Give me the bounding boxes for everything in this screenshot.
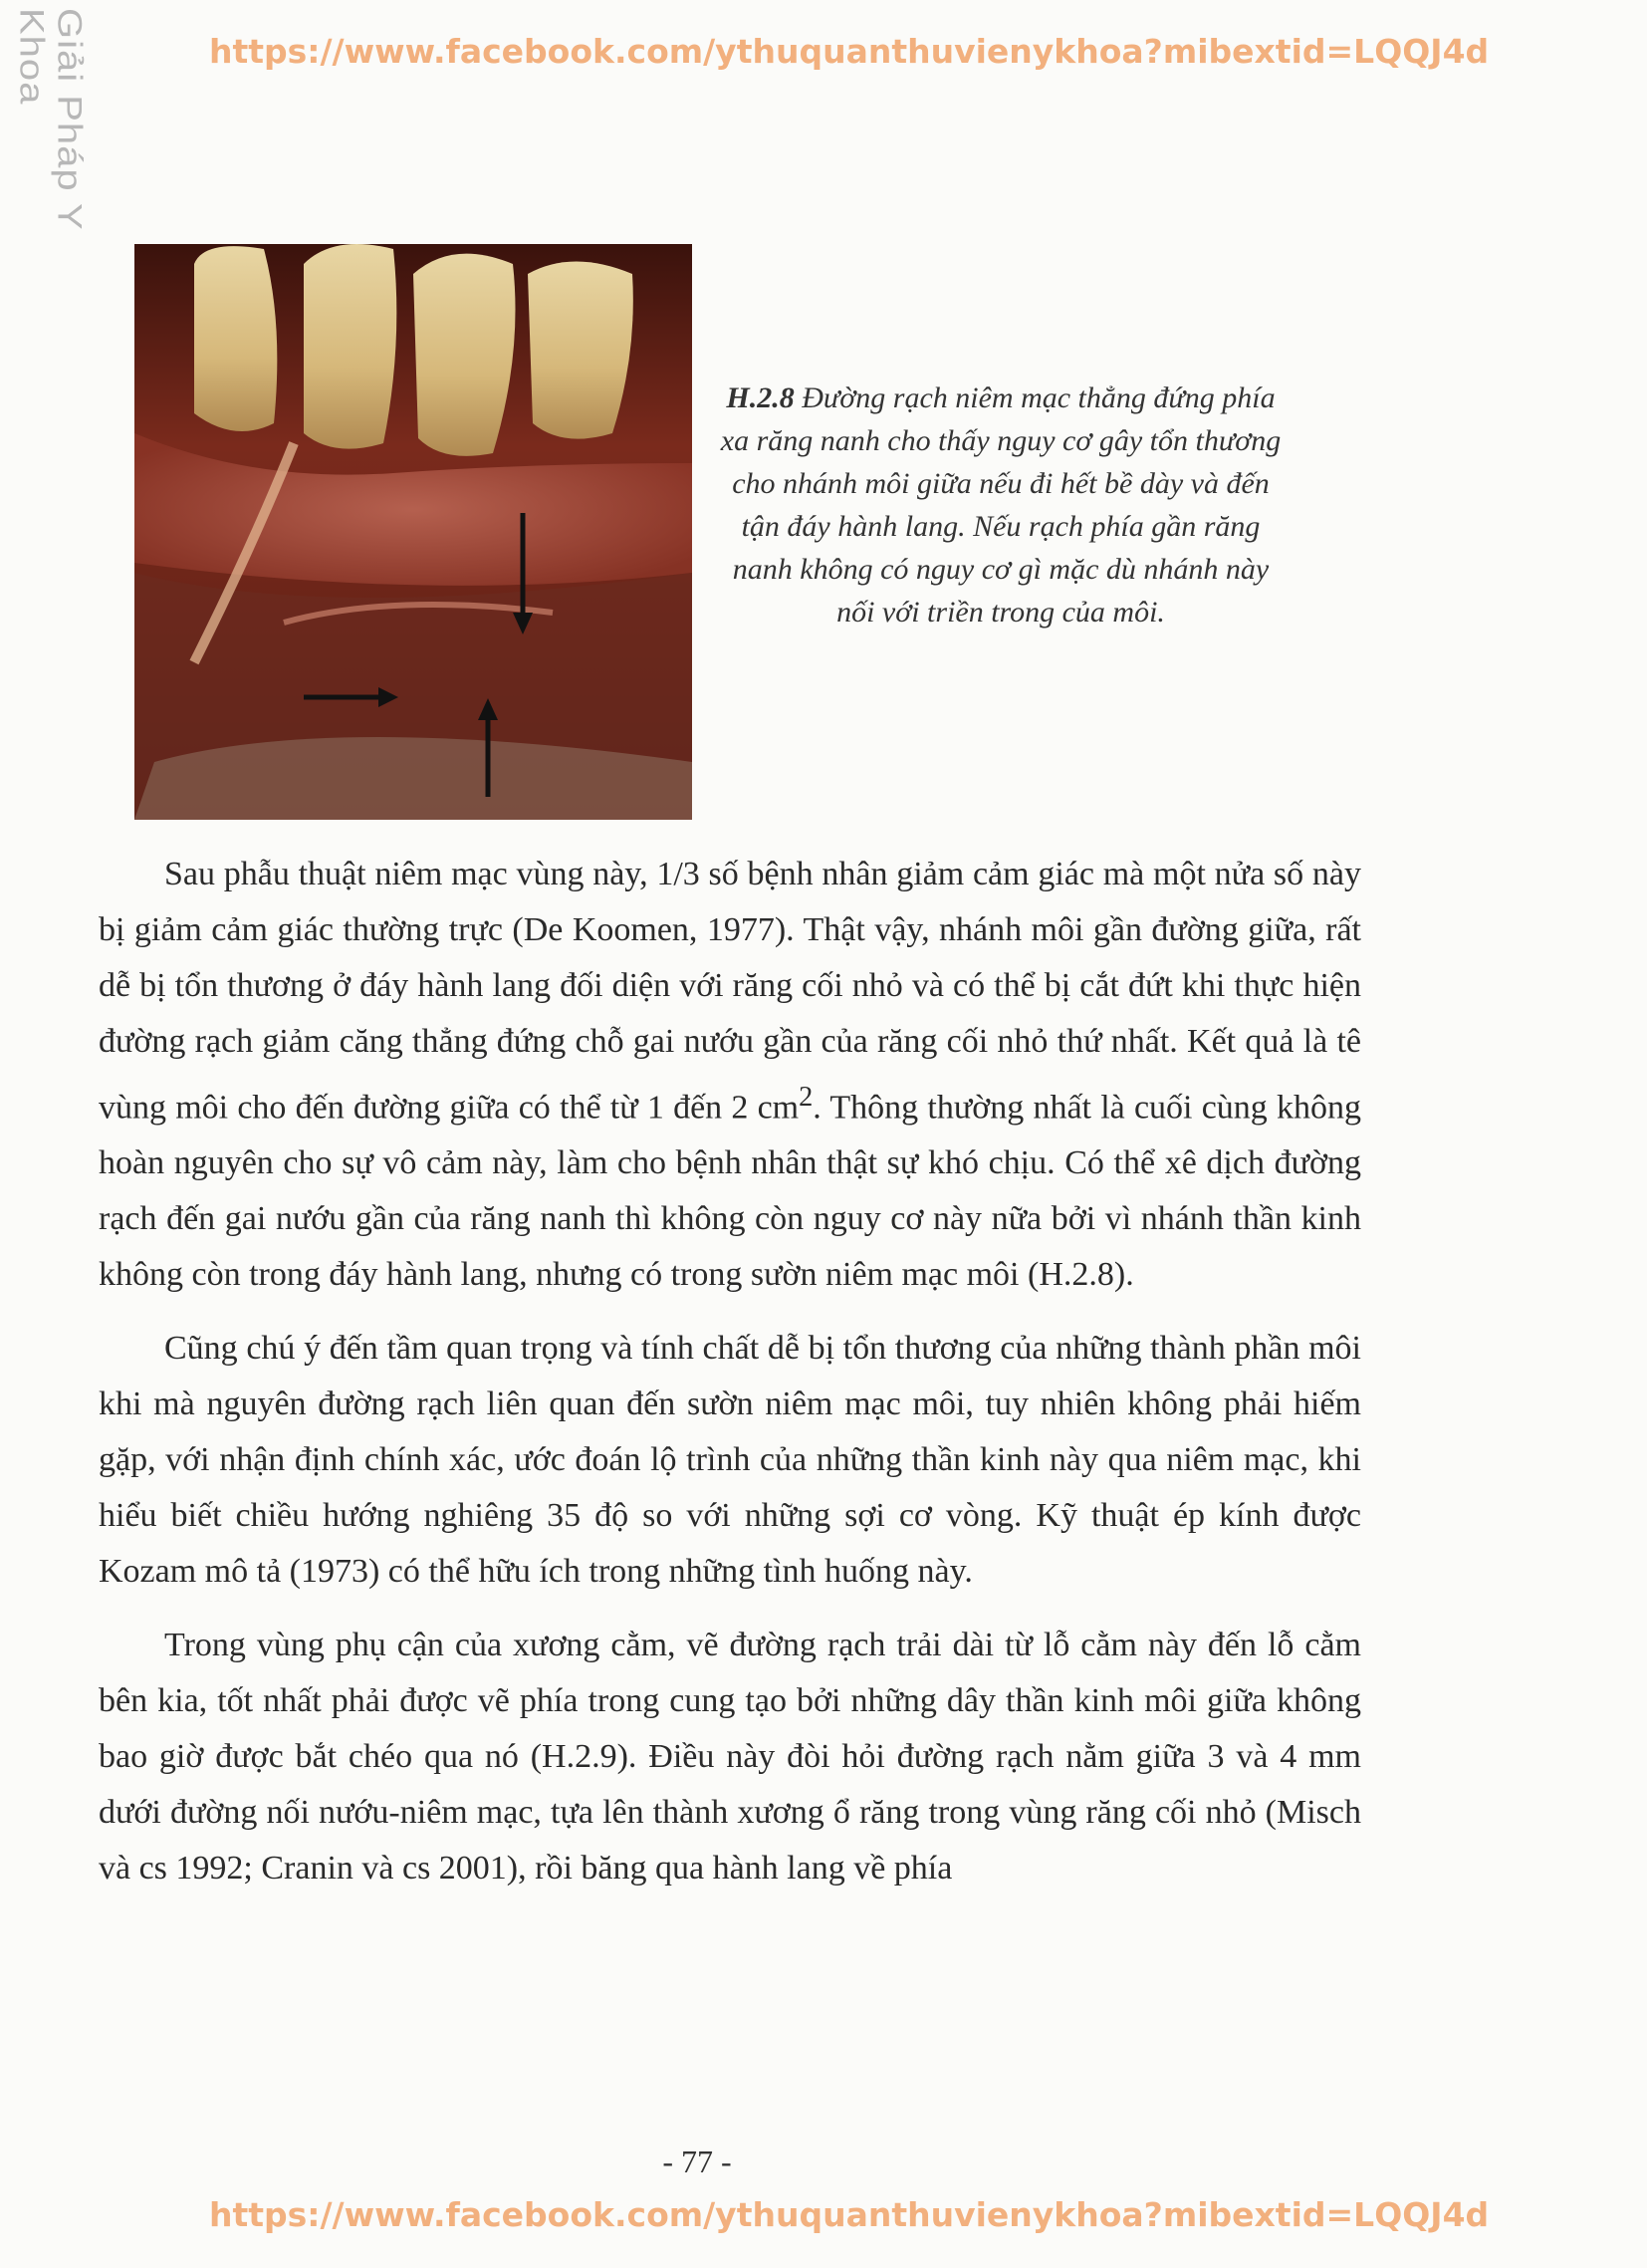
side-watermark-text: Giải Pháp Y Khoa (12, 8, 89, 231)
paragraph-2: Cũng chú ý đến tầm quan trọng và tính chất dễ bị tổn thương của những thành phần môi khi mà nguyên đường rạch liên quan đến sườn niêm mạc môi, tuy nhiên không phải hiếm gặp, với nhận định chính xác, ước đoán lộ trình của những thần kinh này qua niêm mạc, khi hiểu biết chiều hướng nghiêng 35 độ so với những sợi cơ vòng. Kỹ thuật ép kính được Kozam mô tả (1973) có thể hữu ích trong những tình huống này. (99, 1330, 1361, 1591)
figure-caption-text: Đường rạch niêm mạc thẳng đứng phía xa răng nanh cho thấy nguy cơ gây tổn thương cho nhánh môi giữa nếu đi hết bề dày và đến tận đáy hành lang. Nếu rạch phía gần răng nanh không có nguy cơ gì mặc dù nhánh này nối với triền trong của môi. (720, 381, 1282, 629)
footer-url-watermark: https://www.facebook.com/ythuquanthuvienykhoa?mibextid=LQQJ4d (209, 2195, 1490, 2234)
figure-label: H.2.8 (726, 381, 795, 414)
paragraph-1-after: . Thông thường nhất là cuối cùng không hoàn nguyên cho sự vô cảm này, làm cho bệnh nhân thật sự khó chịu. Có thể xê dịch đường rạch đến gai nướu gần của răng nanh thì không còn nguy cơ này nữa bởi vì nhánh thần kinh không còn trong đáy hành lang, nhưng có trong sườn niêm mạc môi (H.2.8). (99, 1089, 1361, 1294)
paragraph-1-before: Sau phẫu thuật niêm mạc vùng này, 1/3 số bệnh nhân giảm cảm giác mà một nửa số này bị giảm cảm giác thường trực (De Koomen, 1977). Thật vậy, nhánh môi gần đường giữa, rất dễ bị tổn thương ở đáy hành lang đối diện với răng cối nhỏ và có thể bị cắt đứt khi thực hiện đường rạch giảm căng thẳng đứng chỗ gai nướu gần của răng cối nhỏ thứ nhất. Kết quả là tê vùng môi cho đến đường giữa có thể từ 1 đến 2 cm (99, 856, 1361, 1127)
page-number: - 77 - (662, 2143, 732, 2179)
figure-caption (715, 377, 1287, 633)
clinical-photo (134, 244, 692, 820)
body-text (99, 847, 1361, 1914)
superscript: 2 (799, 1082, 814, 1113)
header-url-watermark: https://www.facebook.com/ythuquanthuvienykhoa?mibextid=LQQJ4d (209, 32, 1490, 71)
paragraph-3: Trong vùng phụ cận của xương cằm, vẽ đường rạch trải dài từ lỗ cằm này đến lỗ cằm bên kia, tốt nhất phải được vẽ phía trong cung tạo bởi những dây thần kinh môi giữa không bao giờ được bắt chéo qua nó (H.2.9). Điều này đòi hỏi đường rạch nằm giữa 3 và 4 mm dưới đường nối nướu-niêm mạc, tựa lên thành xương ổ răng trong vùng răng cối nhỏ (Misch và cs 1992; Cranin và cs 2001), rồi băng qua hành lang về phía (99, 1627, 1361, 1888)
paragraph-1 (99, 847, 1361, 1303)
side-watermark (12, 8, 89, 337)
